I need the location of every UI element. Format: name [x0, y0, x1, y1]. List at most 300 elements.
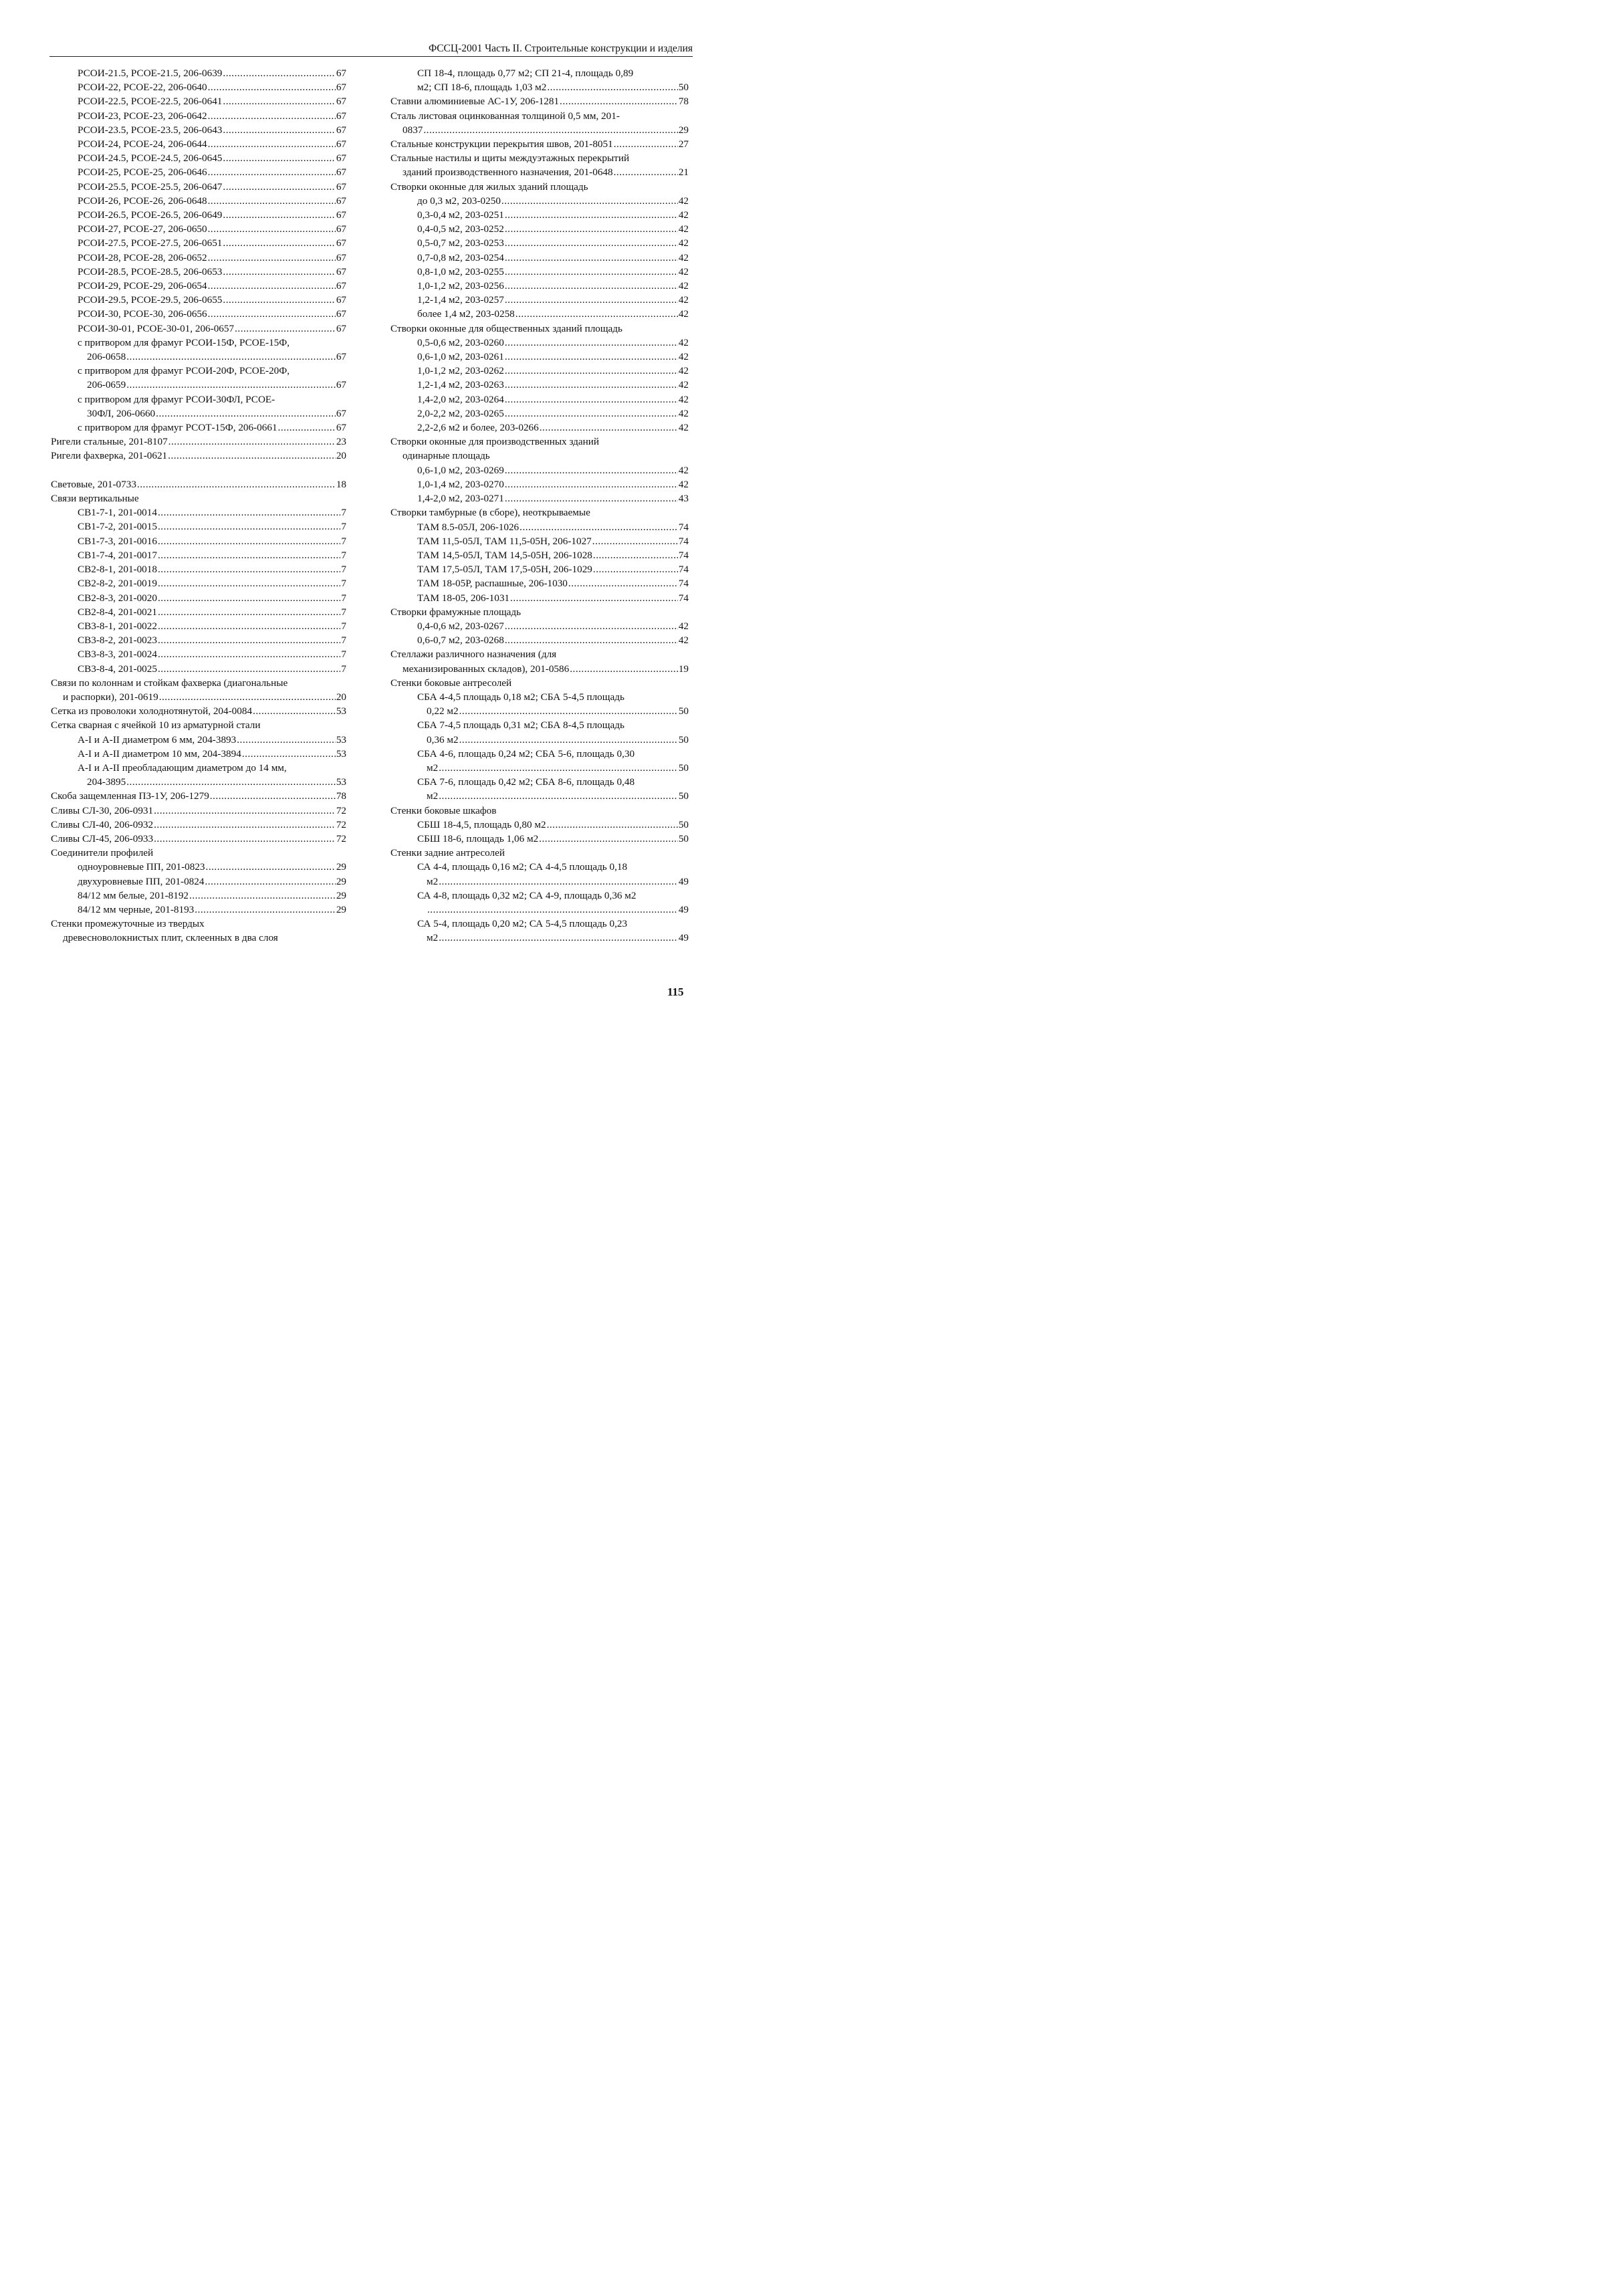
- dot-leader: [539, 832, 678, 846]
- index-entry-text: РСОИ-24.5, РСОЕ-24.5, 206-0645: [78, 152, 223, 164]
- index-page-ref: 29: [336, 875, 346, 887]
- index-entry: [51, 279, 346, 293]
- index-entry-text: Связи по колоннам и стойкам фахверка (диагональные: [51, 677, 288, 689]
- index-entry-text: Ставни алюминиевые АС-1У, 206-1281: [390, 96, 560, 108]
- index-entry: [51, 421, 346, 435]
- index-page-ref: 67: [336, 195, 346, 207]
- index-page-ref: 67: [336, 96, 346, 108]
- index-page-ref: 67: [336, 181, 346, 193]
- index-page-ref: 18: [336, 478, 346, 490]
- index-entry-text: СВ1-7-2, 201-0015: [78, 521, 157, 533]
- index-entry-text: м2: [427, 875, 439, 887]
- index-page-ref: 7: [341, 606, 346, 618]
- index-entry-text: РСОИ-23, РСОЕ-23, 206-0642: [78, 110, 207, 122]
- dot-leader: [439, 931, 678, 945]
- page-number: 115: [667, 986, 684, 998]
- index-entry: [390, 109, 689, 123]
- dot-leader: [168, 449, 336, 463]
- dot-leader: [223, 66, 335, 80]
- dot-leader: [208, 251, 336, 265]
- dot-leader: [154, 818, 336, 832]
- index-entry-text: с притвором для фрамуг РСОТ-15Ф, 206-0661: [78, 422, 277, 434]
- index-page-ref: 21: [678, 166, 689, 179]
- index-entry: [51, 818, 346, 832]
- index-entry-text: РСОИ-25, РСОЕ-25, 206-0646: [78, 166, 207, 179]
- index-entry: [51, 875, 346, 889]
- index-entry-text: 84/12 мм белые, 201-8192: [78, 889, 189, 901]
- index-entry: [51, 662, 346, 676]
- index-page-ref: 72: [336, 804, 346, 816]
- index-entry: [390, 534, 689, 548]
- index-entry-text: 206-0658: [87, 351, 126, 363]
- index-entry-text: 0,4-0,5 м2, 203-0252: [417, 223, 504, 235]
- index-entry-text: Скоба защемленная ПЗ-1У, 206-1279: [51, 790, 209, 802]
- index-entry-text: СА 4-8, площадь 0,32 м2; СА 4-9, площадь 0,36 м2: [417, 889, 637, 901]
- index-entry-text: Створки оконные для общественных зданий площадь: [390, 322, 622, 334]
- index-page-ref: 42: [678, 223, 689, 235]
- index-entry: [51, 477, 346, 491]
- index-entry-text: 0,6-1,0 м2, 203-0261: [417, 351, 504, 363]
- index-entry: [390, 251, 689, 265]
- index-entry: [51, 733, 346, 747]
- index-page-ref: 67: [336, 379, 346, 391]
- index-entry: [390, 350, 689, 364]
- index-entry: [390, 222, 689, 236]
- index-entry: [390, 917, 689, 931]
- index-page-ref: 53: [336, 705, 346, 717]
- index-entry-text: 1,0-1,4 м2, 203-0270: [417, 478, 504, 490]
- index-page-ref: 67: [336, 110, 346, 122]
- index-page-ref: 7: [341, 535, 346, 547]
- index-entry-text: СБШ 18-4,5, площадь 0,80 м2: [417, 818, 546, 830]
- index-entry-text: 30ФЛ, 206-0660: [87, 407, 156, 419]
- running-header: ФССЦ-2001 Часть II. Строительные конструкции и изделия: [428, 43, 693, 54]
- index-entry-text: СВ2-8-3, 201-0020: [78, 592, 157, 604]
- index-entry: [390, 633, 689, 647]
- index-entry: [51, 350, 346, 364]
- index-entry-text: с притвором для фрамуг РСОИ-30ФЛ, РСОЕ-: [78, 393, 275, 405]
- index-entry: [390, 505, 689, 520]
- index-page-ref: 50: [678, 705, 689, 717]
- index-entry: [51, 378, 346, 392]
- index-page-ref: 42: [678, 422, 689, 434]
- index-page-ref: 74: [678, 564, 689, 576]
- index-entry: [390, 860, 689, 874]
- index-entry: [390, 449, 689, 463]
- index-entry: [390, 194, 689, 208]
- index-entry-text: Стальные конструкции перекрытия швов, 201-8051: [390, 138, 613, 150]
- index-page-ref: 74: [678, 549, 689, 561]
- dot-leader: [158, 576, 340, 590]
- dot-leader: [223, 94, 335, 108]
- index-entry-text: 1,4-2,0 м2, 203-0264: [417, 393, 504, 405]
- index-entry: [51, 322, 346, 336]
- index-entry: [51, 647, 346, 661]
- index-entry: [390, 520, 689, 534]
- index-entry: [390, 775, 689, 789]
- index-page-ref: 74: [678, 535, 689, 547]
- dot-leader: [547, 818, 678, 832]
- index-entry: [51, 548, 346, 562]
- index-page-ref: 27: [678, 138, 689, 150]
- index-entry-text: РСОИ-30-01, РСОЕ-30-01, 206-0657: [78, 322, 235, 334]
- index-entry-text: ТАМ 17,5-05Л, ТАМ 17,5-05Н, 206-1029: [417, 564, 592, 576]
- index-entry-text: Стенки боковые антресолей: [390, 677, 512, 689]
- dot-leader: [505, 392, 678, 407]
- index-entry-text: РСОИ-22, РСОЕ-22, 206-0640: [78, 82, 207, 94]
- index-entry: [51, 676, 346, 690]
- dot-leader: [505, 265, 678, 279]
- index-page-ref: 72: [336, 832, 346, 844]
- index-entry: [51, 208, 346, 222]
- index-page-ref: 42: [678, 464, 689, 476]
- index-entry-text: 1,2-1,4 м2, 203-0257: [417, 294, 504, 306]
- index-entry-text: РСОИ-27.5, РСОЕ-27.5, 206-0651: [78, 237, 223, 249]
- index-entry-text: до 0,3 м2, 203-0250: [417, 195, 501, 207]
- index-entry-text: 0,8-1,0 м2, 203-0255: [417, 265, 504, 277]
- index-entry: [390, 293, 689, 307]
- index-entry: [51, 889, 346, 903]
- dot-leader: [439, 875, 678, 889]
- dot-leader: [195, 903, 336, 917]
- index-page-ref: 50: [678, 733, 689, 745]
- index-entry-text: 0,36 м2: [427, 733, 459, 745]
- index-page-ref: 42: [678, 209, 689, 221]
- dot-leader: [208, 80, 336, 94]
- index-entry-text: ТАМ 18-05Р, распашные, 206-1030: [417, 578, 568, 590]
- index-page-ref: 67: [336, 407, 346, 419]
- dot-leader: [158, 647, 340, 661]
- index-page-ref: 29: [336, 903, 346, 915]
- index-entry: [390, 151, 689, 165]
- index-page-ref: 7: [341, 592, 346, 604]
- index-entry-text: более 1,4 м2, 203-0258: [417, 308, 515, 320]
- dot-leader: [223, 123, 335, 137]
- dot-leader: [189, 889, 336, 903]
- index-column-left: [51, 66, 346, 945]
- dot-leader: [505, 619, 678, 633]
- dot-leader: [206, 860, 336, 874]
- index-entry-text: Створки фрамужные площадь: [390, 606, 522, 618]
- index-entry: [390, 307, 689, 321]
- index-entry: [51, 137, 346, 151]
- dot-leader: [505, 463, 678, 477]
- index-column-right: [390, 66, 689, 945]
- index-entry: [390, 66, 689, 80]
- dot-leader: [208, 222, 336, 236]
- index-entry: [390, 591, 689, 605]
- index-entry-text: 2,0-2,2 м2, 203-0265: [417, 407, 504, 419]
- dot-leader: [208, 109, 336, 123]
- index-page-ref: 50: [678, 762, 689, 774]
- dot-leader: [505, 633, 678, 647]
- index-page-ref: 7: [341, 620, 346, 632]
- index-entry: [51, 633, 346, 647]
- dot-leader: [158, 534, 340, 548]
- index-entry: [390, 747, 689, 761]
- index-entry: [51, 94, 346, 108]
- dot-leader: [505, 477, 678, 491]
- dot-leader: [505, 336, 678, 350]
- dot-leader: [158, 562, 340, 576]
- index-entry: [390, 392, 689, 407]
- dot-leader: [505, 364, 678, 378]
- index-entry-text: Створки тамбурные (в сборе), неоткрываемые: [390, 507, 590, 519]
- index-spacer: [51, 463, 346, 477]
- index-page-ref: 7: [341, 549, 346, 561]
- index-entry: [51, 576, 346, 590]
- dot-leader: [505, 491, 678, 505]
- index-entry: [390, 647, 689, 661]
- document-page: [0, 0, 742, 1058]
- dot-leader: [158, 605, 340, 619]
- index-page-ref: 20: [336, 450, 346, 462]
- index-entry-text: Соединители профилей: [51, 847, 154, 859]
- index-entry: [390, 931, 689, 945]
- index-entry-text: 0837: [402, 124, 423, 136]
- dot-leader: [237, 733, 336, 747]
- dot-leader: [592, 534, 678, 548]
- dot-leader: [423, 123, 677, 137]
- dot-leader: [158, 520, 340, 534]
- dot-leader: [505, 407, 678, 421]
- index-entry: [51, 619, 346, 633]
- index-entry: [390, 804, 689, 818]
- index-entry: [51, 775, 346, 789]
- index-page-ref: 7: [341, 507, 346, 519]
- index-entry-text: РСОИ-22.5, РСОЕ-22.5, 206-0641: [78, 96, 223, 108]
- dot-leader: [223, 208, 335, 222]
- index-entry-text: одноуровневые ПП, 201-0823: [78, 861, 205, 873]
- index-entry: [51, 251, 346, 265]
- index-entry: [390, 94, 689, 108]
- index-entry: [390, 889, 689, 903]
- index-entry-text: Световые, 201-0733: [51, 478, 136, 490]
- index-entry: [390, 662, 689, 676]
- index-entry-text: СВ3-8-3, 201-0024: [78, 649, 157, 661]
- dot-leader: [158, 633, 340, 647]
- index-page-ref: 72: [336, 818, 346, 830]
- index-page-ref: 42: [678, 294, 689, 306]
- index-entry-text: ТАМ 11,5-05Л, ТАМ 11,5-05Н, 206-1027: [417, 535, 592, 547]
- dot-leader: [520, 520, 678, 534]
- index-entry-text: Сливы СЛ-45, 206-0933: [51, 832, 154, 844]
- index-entry-text: РСОИ-21.5, РСОЕ-21.5, 206-0639: [78, 68, 223, 79]
- index-entry-text: 0,6-1,0 м2, 203-0269: [417, 464, 504, 476]
- index-entry: [390, 818, 689, 832]
- index-entry: [390, 421, 689, 435]
- index-entry: [390, 846, 689, 860]
- dot-leader: [570, 662, 678, 676]
- index-entry-text: А-I и А-II диаметром 10 мм, 204-3894: [78, 748, 241, 760]
- index-entry-text: СБШ 18-6, площадь 1,06 м2: [417, 832, 539, 844]
- dot-leader: [515, 307, 678, 321]
- dot-leader: [223, 180, 335, 194]
- dot-leader: [505, 350, 678, 364]
- dot-leader: [126, 378, 336, 392]
- index-entry: [51, 293, 346, 307]
- dot-leader: [208, 137, 336, 151]
- index-entry-text: 0,5-0,6 м2, 203-0260: [417, 336, 504, 348]
- index-page-ref: 7: [341, 663, 346, 675]
- index-page-ref: 42: [678, 635, 689, 647]
- index-entry: [390, 435, 689, 449]
- dot-leader: [505, 293, 678, 307]
- index-page-ref: 23: [336, 436, 346, 448]
- index-entry: [390, 576, 689, 590]
- dot-leader: [439, 761, 678, 775]
- dot-leader: [547, 80, 677, 94]
- index-entry: [51, 747, 346, 761]
- index-page-ref: 42: [678, 336, 689, 348]
- index-entry: [390, 80, 689, 94]
- index-page-ref: 42: [678, 308, 689, 320]
- index-page-ref: 67: [336, 308, 346, 320]
- index-entry: [51, 109, 346, 123]
- index-entry: [51, 66, 346, 80]
- dot-leader: [208, 279, 336, 293]
- dot-leader: [223, 265, 335, 279]
- index-page-ref: 42: [678, 195, 689, 207]
- index-entry: [51, 449, 346, 463]
- dot-leader: [501, 194, 678, 208]
- index-entry: [390, 605, 689, 619]
- index-page-ref: 67: [336, 322, 346, 334]
- index-entry-text: СБА 7-6, площадь 0,42 м2; СБА 8-6, площадь 0,48: [417, 776, 635, 788]
- index-entry-text: 0,6-0,7 м2, 203-0268: [417, 635, 504, 647]
- dot-leader: [126, 775, 336, 789]
- dot-leader: [154, 804, 336, 818]
- index-entry-text: СА 4-4, площадь 0,16 м2; СА 4-4,5 площадь 0,18: [417, 861, 628, 873]
- dot-leader: [156, 407, 336, 421]
- index-page-ref: 49: [678, 875, 689, 887]
- dot-leader: [505, 378, 678, 392]
- index-entry-text: 1,0-1,2 м2, 203-0262: [417, 365, 504, 377]
- index-entry: [51, 336, 346, 350]
- dot-leader: [278, 421, 336, 435]
- dot-leader: [510, 591, 678, 605]
- index-entry-text: Стальные настилы и щиты междуэтажных перекрытий: [390, 152, 630, 164]
- index-entry-text: СВ3-8-1, 201-0022: [78, 620, 157, 632]
- index-entry-text: СВ2-8-2, 201-0019: [78, 578, 157, 590]
- index-entry-text: Стенки задние антресолей: [390, 847, 505, 859]
- index-entry: [51, 392, 346, 407]
- index-page-ref: 67: [336, 351, 346, 363]
- index-entry: [390, 761, 689, 775]
- index-entry-text: одинарные площадь: [402, 450, 490, 462]
- index-entry-text: РСОИ-29, РСОЕ-29, 206-0654: [78, 280, 207, 292]
- index-entry: [51, 520, 346, 534]
- index-entry: [51, 80, 346, 94]
- dot-leader: [505, 208, 678, 222]
- index-entry-text: м2: [427, 762, 439, 774]
- index-entry: [390, 236, 689, 250]
- index-page-ref: 67: [336, 422, 346, 434]
- index-page-ref: 67: [336, 265, 346, 277]
- dot-leader: [568, 576, 678, 590]
- dot-leader: [560, 94, 678, 108]
- dot-leader: [205, 875, 335, 889]
- dot-leader: [593, 562, 678, 576]
- index-entry: [390, 137, 689, 151]
- index-page-ref: 42: [678, 407, 689, 419]
- index-page-ref: 50: [678, 832, 689, 844]
- index-entry: [390, 123, 689, 137]
- dot-leader: [208, 165, 336, 179]
- index-entry-text: А-I и А-II преобладающим диаметром до 14 мм,: [78, 762, 287, 774]
- dot-leader: [459, 704, 678, 718]
- index-page-ref: 7: [341, 521, 346, 533]
- dot-leader: [253, 704, 336, 718]
- index-entry-text: СБА 4-4,5 площадь 0,18 м2; СБА 5-4,5 площадь: [417, 691, 624, 703]
- index-entry-text: 1,4-2,0 м2, 203-0271: [417, 493, 504, 505]
- index-entry: [390, 208, 689, 222]
- index-page-ref: 50: [678, 790, 689, 802]
- index-entry-text: Стенки боковые шкафов: [390, 804, 497, 816]
- index-entry-text: СА 5-4, площадь 0,20 м2; СА 5-4,5 площадь 0,23: [417, 918, 628, 930]
- index-entry-text: СБА 4-6, площадь 0,24 м2; СБА 5-6, площадь 0,30: [417, 748, 635, 760]
- index-entry: [390, 378, 689, 392]
- index-page-ref: 42: [678, 265, 689, 277]
- index-entry-text: Сетка из проволоки холоднотянутой, 204-0084: [51, 705, 253, 717]
- index-entry: [390, 704, 689, 718]
- index-entry: [51, 265, 346, 279]
- index-page-ref: 74: [678, 592, 689, 604]
- index-entry-text: СВ2-8-1, 201-0018: [78, 564, 157, 576]
- index-page-ref: 67: [336, 152, 346, 164]
- index-page-ref: 74: [678, 521, 689, 533]
- index-page-ref: 78: [678, 96, 689, 108]
- index-entry-text: Сетка сварная с ячейкой 10 из арматурной стали: [51, 719, 261, 731]
- index-entry-text: Сливы СЛ-30, 206-0931: [51, 804, 154, 816]
- index-entry-text: механизированных складов), 201-0586: [402, 663, 570, 675]
- index-entry: [390, 322, 689, 336]
- index-page-ref: 53: [336, 748, 346, 760]
- index-page-ref: 29: [336, 889, 346, 901]
- index-entry: [51, 789, 346, 803]
- index-entry: [51, 931, 346, 945]
- index-entry: [51, 804, 346, 818]
- index-entry: [390, 265, 689, 279]
- index-entry-text: Связи вертикальные: [51, 493, 139, 505]
- index-entry-text: 84/12 мм черные, 201-8193: [78, 903, 195, 915]
- index-entry-text: СВ1-7-3, 201-0016: [78, 535, 157, 547]
- index-entry: [51, 846, 346, 860]
- index-entry-text: РСОИ-25.5, РСОЕ-25.5, 206-0647: [78, 181, 223, 193]
- index-entry-text: и распорки), 201-0619: [63, 691, 158, 703]
- dot-leader: [223, 151, 335, 165]
- index-page-ref: 67: [336, 294, 346, 306]
- dot-leader: [614, 165, 678, 179]
- index-entry: [51, 194, 346, 208]
- index-entry-text: ТАМ 8.5-05Л, 206-1026: [417, 521, 520, 533]
- index-page-ref: 67: [336, 124, 346, 136]
- dot-leader: [505, 251, 678, 265]
- index-entry: [390, 832, 689, 846]
- dot-leader: [158, 591, 340, 605]
- index-page-ref: 42: [678, 365, 689, 377]
- index-entry: [390, 718, 689, 732]
- header-rule: [49, 56, 693, 57]
- dot-leader: [223, 236, 335, 250]
- index-entry-text: двухуровневые ПП, 201-0824: [78, 875, 205, 887]
- index-page-ref: 42: [678, 620, 689, 632]
- index-entry: [51, 165, 346, 179]
- index-entry-text: м2; СП 18-6, площадь 1,03 м2: [417, 82, 547, 94]
- index-page-ref: 42: [678, 379, 689, 391]
- index-entry: [390, 180, 689, 194]
- index-entry-text: РСОИ-28.5, РСОЕ-28.5, 206-0653: [78, 265, 223, 277]
